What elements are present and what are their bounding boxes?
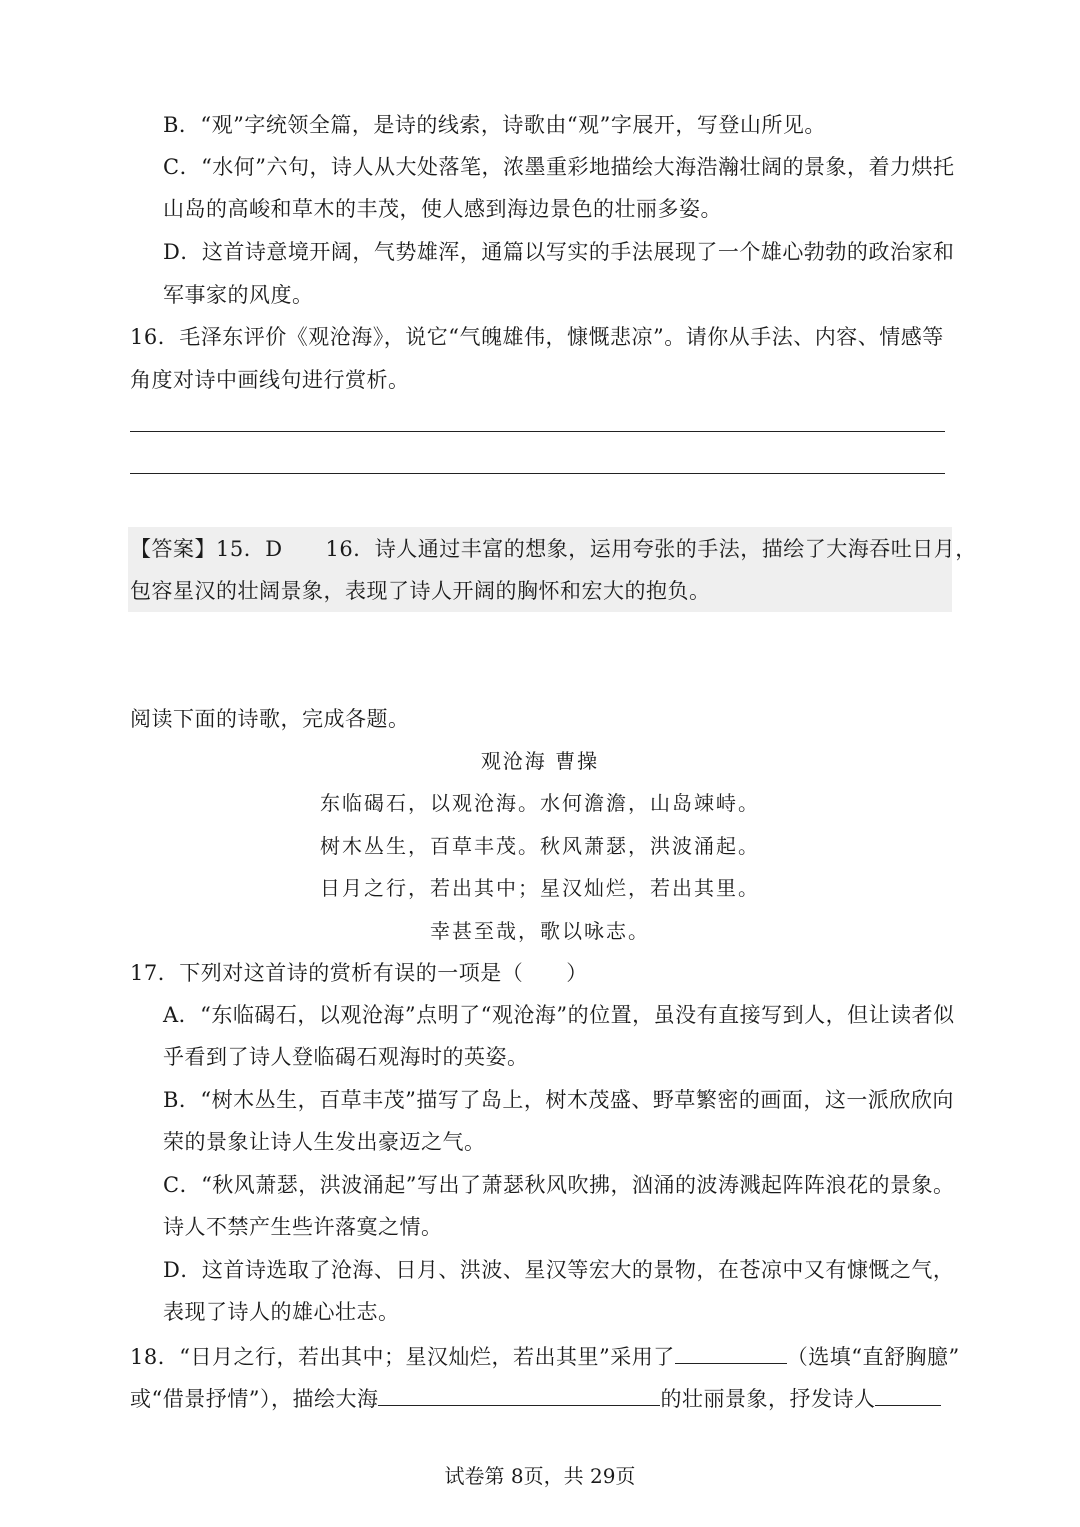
q17-option-d-line2: 表现了诗人的雄心壮志。	[163, 1300, 400, 1324]
q18-blank-1[interactable]	[675, 1341, 787, 1364]
page-footer: 试卷第 8页，共 29页	[444, 1464, 636, 1488]
poem-title: 观沧海 曹操	[480, 749, 600, 773]
poem-line: 树木丛生，百草丰茂。秋风萧瑟，洪波涌起。	[320, 834, 760, 858]
q17-option-b-line2: 荣的景象让诗人生发出豪迈之气。	[163, 1130, 486, 1154]
q17-option-a-line1: A．“东临碣石，以观沧海”点明了“观沧海”的位置，虽没有直接写到人，但让读者似	[163, 1003, 955, 1027]
reading-instruction: 阅读下面的诗歌，完成各题。	[130, 707, 410, 731]
answer-blank-line-2[interactable]	[130, 473, 945, 474]
q17-option-a-line2: 乎看到了诗人登临碣石观海时的英姿。	[163, 1045, 529, 1069]
q17-option-c-line2: 诗人不禁产生些许落寞之情。	[163, 1215, 443, 1239]
q16-stem-line2: 角度对诗中画线句进行赏析。	[130, 368, 410, 392]
q17-option-b-line1: B．“树木丛生，百草丰茂”描写了岛上，树木茂盛、野草繁密的画面，这一派欣欣向	[163, 1088, 954, 1112]
answer-line1: 【答案】15．D 16．诗人通过丰富的想象，运用夸张的手法，描绘了大海吞吐日月，	[130, 537, 977, 561]
q15-option-c-line1: C．“水何”六句，诗人从大处落笔，浓墨重彩地描绘大海浩瀚壮阔的景象，着力烘托	[163, 155, 955, 179]
answer-line2: 包容星汉的壮阔景象，表现了诗人开阔的胸怀和宏大的抱负。	[130, 579, 711, 603]
answer-blank-line-1[interactable]	[130, 431, 945, 432]
q18-text: （选填“直舒胸臆”	[786, 1345, 960, 1369]
q16-stem-line1: 16．毛泽东评价《观沧海》，说它“气魄雄伟，慷慨悲凉”。请你从手法、内容、情感等	[130, 325, 944, 349]
q18-stem-line1	[130, 1341, 960, 1371]
q15-option-d-line1: D．这首诗意境开阔，气势雄浑，通篇以写实的手法展现了一个雄心勃勃的政治家和	[163, 240, 955, 264]
q15-option-c-line2: 山岛的高峻和草木的丰茂，使人感到海边景色的壮丽多姿。	[163, 197, 722, 221]
q18-blank-3[interactable]	[875, 1383, 941, 1406]
q18-text: 或“借景抒情”），描绘大海	[130, 1387, 379, 1411]
q15-option-d-line2: 军事家的风度。	[163, 283, 314, 307]
q17-option-c-line1: C．“秋风萧瑟，洪波涌起”写出了萧瑟秋风吹拂，汹涌的波涛溅起阵阵浪花的景象。	[163, 1173, 955, 1197]
poem-line: 东临碣石，以观沧海。水何澹澹，山岛竦峙。	[320, 791, 760, 815]
poem-line: 日月之行，若出其中；星汉灿烂，若出其里。	[320, 876, 760, 900]
q18-text: 18．“日月之行，若出其中；星汉灿烂，若出其里”采用了	[130, 1345, 675, 1369]
poem-line: 幸甚至哉，歌以咏志。	[430, 919, 650, 943]
q17-stem: 17．下列对这首诗的赏析有误的一项是（ ）	[130, 961, 588, 985]
q18-text: 的壮丽景象，抒发诗人	[660, 1387, 876, 1411]
q18-blank-2[interactable]	[378, 1383, 660, 1406]
q17-option-d-line1: D．这首诗选取了沧海、日月、洪波、星汉等宏大的景物，在苍凉中又有慷慨之气，	[163, 1258, 955, 1282]
q18-stem-line2	[130, 1383, 941, 1413]
q15-option-b: B．“观”字统领全篇，是诗的线索，诗歌由“观”字展开，写登山所见。	[163, 113, 826, 137]
